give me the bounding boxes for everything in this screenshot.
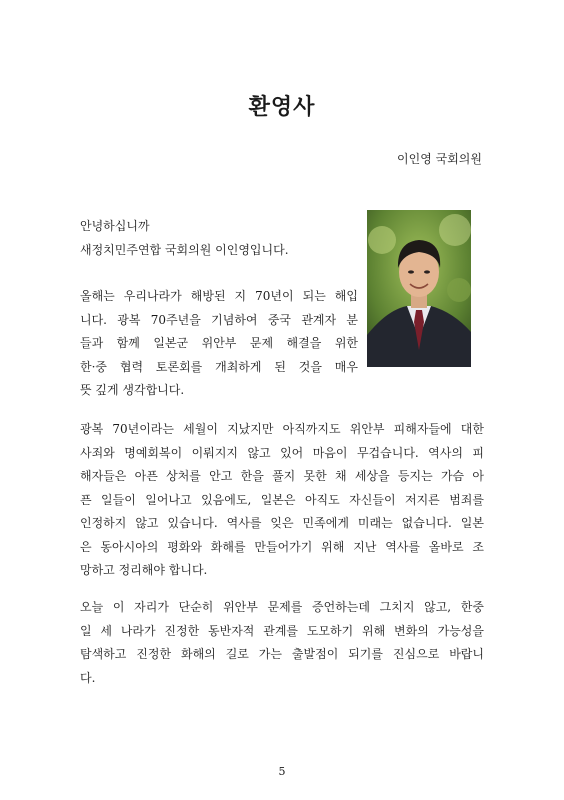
- greeting: [80, 215, 360, 262]
- paragraph-line: 해자들은 아픈 상처를 안고 한을 풀지 못한 채 세상을 등지는 가슴 아: [80, 469, 484, 483]
- paragraph-3: [80, 596, 484, 690]
- paragraph-line: 들과 함께 일본군 위안부 문제 해결을 위한: [80, 336, 358, 350]
- author-photo: [367, 210, 471, 367]
- paragraph-line: 니다. 광복 70주년을 기념하여 중국 관계자 분: [80, 312, 358, 327]
- paragraph-line: 뜻 깊게 생각합니다.: [80, 383, 185, 397]
- paragraph-line: 일 세 나라가 진정한 동반자적 관계를 도모하기 위해 변화의 가능성을: [80, 623, 484, 638]
- paragraph-line: 다.: [80, 670, 96, 685]
- document-title: 환영사: [248, 94, 316, 120]
- paragraph-line: 픈 일들이 일어나고 있음에도, 일본은 아직도 자신들이 저지른 범죄를: [80, 492, 484, 507]
- paragraph-line: 탐색하고 진정한 화해의 길로 가는 출발점이 되기를 진심으로 바랍니: [80, 647, 484, 661]
- paragraph-line: 한·중 협력 토론회를 개최하게 된 것을 매우: [80, 359, 358, 374]
- greeting-line: 새정치민주연합 국회의원 이인영입니다.: [80, 242, 289, 257]
- paragraph-2: [80, 418, 484, 583]
- author-line: 이인영 국회의원: [397, 152, 482, 166]
- paragraph-line: 인정하지 않고 있습니다. 역사를 잊은 민족에게 미래는 없습니다. 일본: [80, 516, 484, 530]
- paragraph-line: 사죄와 명예회복이 이뤄지지 않고 있어 마음이 무겁습니다. 역사의 피: [80, 445, 484, 460]
- paragraph-line: 오늘 이 자리가 단순히 위안부 문제를 증언하는데 그치지 않고, 한중: [80, 600, 484, 614]
- paragraph-line: 은 동아시아의 평화와 화해를 만들어가기 위해 지난 역사를 올바로 조: [80, 539, 484, 554]
- paragraph-line: 올해는 우리나라가 해방된 지 70년이 되는 해입: [80, 289, 358, 303]
- paragraph-line: 광복 70년이라는 세월이 지났지만 아직까지도 위안부 피해자들에 대한: [80, 422, 484, 436]
- greeting-line: 안녕하십니까: [80, 219, 150, 233]
- paragraph-1: [80, 285, 358, 403]
- paragraph-line: 망하고 정리해야 합니다.: [80, 563, 208, 577]
- page-number: 5: [278, 765, 286, 778]
